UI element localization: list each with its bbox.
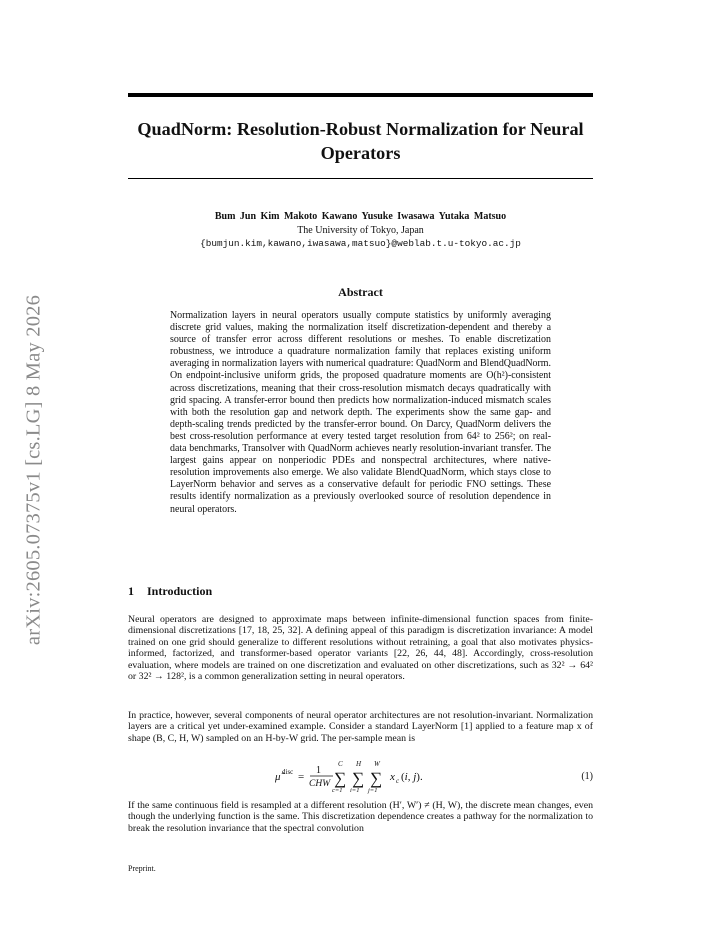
paper-title: QuadNorm: Resolution-Robust Normalization for Neural Operators	[137, 119, 584, 163]
title-rule-top	[128, 93, 593, 97]
svg-text:disc: disc	[282, 768, 294, 776]
svg-text:∑: ∑	[352, 769, 365, 788]
title-rule-bottom	[128, 178, 593, 179]
svg-text:(i, j).: (i, j).	[401, 771, 423, 783]
intro-paragraph-3: If the same continuous field is resampled at a different resolution (H′, W′) ≠ (H, W), the discrete mean changes, even though the underlying function is the same. This discretization dependence creates a pathway for the normalization to break the resolution invariance that the spectral convolution	[128, 800, 593, 834]
svg-text:W: W	[374, 760, 380, 768]
svg-text:C: C	[338, 760, 343, 768]
intro-paragraph-1: Neural operators are designed to approximate maps between infinite-dimensional function spaces from finite-dimensional discretizations [17, 18, 25, 32]. A defining appeal of this paradigm is discretization invariance: A model trained on one grid should generalize to different resolutions without retraining, a goal that also motivates physics-informed, factorized, and transformer-based operator variants [22, 26, 44, 48]. Accordingly, cross-resolution evaluation, where models are trained on one discretization and evaluated on other discretizations, such as 32² → 64² or 32² → 128², is a common generalization setting in neural operators.	[128, 614, 593, 683]
section-number: 1	[128, 584, 134, 598]
svg-text:x: x	[390, 771, 395, 783]
svg-text:j=1: j=1	[368, 787, 378, 794]
svg-text:H: H	[356, 760, 362, 768]
abstract-heading: Abstract	[338, 285, 383, 299]
section-heading-introduction	[128, 584, 212, 599]
svg-text:i=1: i=1	[350, 787, 360, 794]
svg-text:c: c	[396, 777, 400, 785]
abstract-text: Normalization layers in neural operators usually compute statistics by uniformly averaging discrete grid values, making the normalization itself discretization-dependent and thereby a source of transfer error across different resolutions or meshes. To enable discretization robustness, we introduce a quadrature normalization family that replaces existing uniform averaging in normalization layers with numerical quadrature: QuadNorm and BlendQuadNorm. On endpoint-inclusive uniform grids, the proposed quadrature moments are O(h²)-consistent across discretizations, meaning that their cross-resolution mismatch decays quadratically with grid spacing. A transfer-error bound then predicts how normalization-induced mismatch scales with both the resolution gap and network depth. The experiments show the same gap- and depth-scaling trends predicted by the transfer-error bound. On Darcy, QuadNorm delivers the best cross-resolution performance at every tested target resolution from 64² to 256²; on real-data benchmarks, Transolver with QuadNorm achieves nearly resolution-invariant transfer. The largest gains appear on nonperiodic PDEs and nonspectral architectures, where native-resolution improvements also emerge. We also validate BlendQuadNorm, which stays close to LayerNorm behavior and serves as a conservative default for periodic FNO settings. These results identify normalization as a previously overlooked source of resolution dependence in neural operators.	[170, 310, 551, 515]
svg-text:∑: ∑	[370, 769, 383, 788]
svg-text:CHW: CHW	[309, 779, 331, 789]
svg-text:c=1: c=1	[332, 787, 343, 794]
arxiv-identifier: arXiv:2605.07375v1 [cs.LG] 8 May 2026	[22, 294, 45, 646]
svg-text:1: 1	[316, 765, 321, 776]
equation-1	[128, 760, 593, 794]
intro-paragraph-2: In practice, however, several components of neural operator architectures are not resolution-invariant. Normalization layers are a critical yet under-examined example. Consider a standard LayerNorm [1] applied to a feature map x of shape (B, C, H, W) sampled on an H-by-W grid. The per-sample mean is	[128, 710, 593, 744]
author-emails: {bumjun.kim,kawano,iwasawa,matsuo}@weblab.t.u-tokyo.ac.jp	[200, 238, 521, 249]
affiliation: The University of Tokyo, Japan	[297, 225, 424, 236]
equation-formula	[128, 760, 593, 794]
author-list: Bum Jun Kim Makoto Kawano Yusuke Iwasawa Yutaka Matsuo	[214, 211, 507, 222]
section-title: Introduction	[147, 584, 213, 598]
preprint-footer: Preprint.	[128, 864, 156, 873]
svg-text:∑: ∑	[334, 769, 347, 788]
svg-text:=: =	[298, 771, 305, 783]
arxiv-sidebar	[14, 260, 54, 680]
equation-number: (1)	[581, 771, 593, 782]
svg-text:μ̂: μ̂	[275, 771, 281, 783]
